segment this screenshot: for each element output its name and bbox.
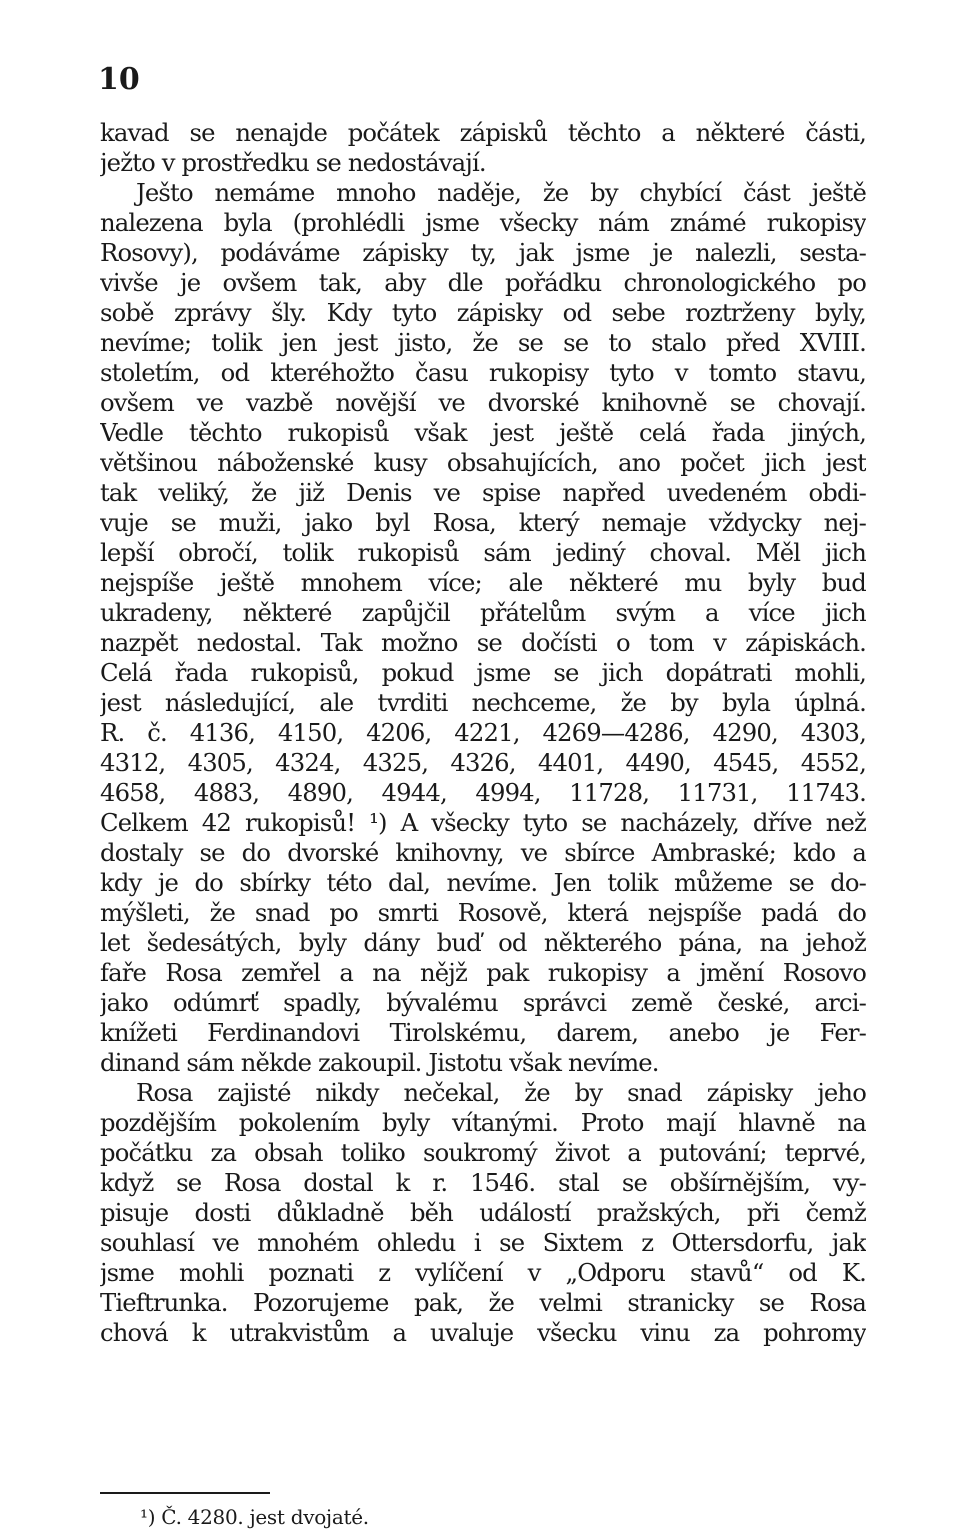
text-line: nalezena byla (prohlédli jsme všecky nám známé rukopisy — [100, 208, 866, 237]
text-line: ovšem ve vazbě novější ve dvorské knihovně se chovají. — [100, 388, 866, 417]
text-line: Ješto nemáme mnoho naděje, že by chybící část ještě — [136, 178, 866, 207]
text-line: dinand sám někde zakoupil. Jistotu však nevíme. — [100, 1048, 659, 1077]
text-line: když se Rosa dostal k r. 1546. stal se obšírnějším, vy- — [100, 1168, 866, 1197]
footnote-divider — [100, 1492, 270, 1494]
footnote: ¹) Č. 4280. jest dvojaté. — [140, 1505, 369, 1529]
text-line: vivše je ovšem tak, aby dle pořádku chronologického po — [100, 268, 866, 297]
text-line: knížeti Ferdinandovi Tirolskému, darem, anebo je Fer- — [100, 1018, 866, 1047]
text-line: lepší obročí, tolik rukopisů sám jediný choval. Měl jich — [100, 538, 866, 567]
text-line: souhlasí ve mnohém ohledu i se Sixtem z Ottersdorfu, jak — [100, 1228, 866, 1257]
text-line: pisuje dosti důkladně běh událostí pražských, při čemž — [100, 1198, 866, 1227]
text-line: vuje se muži, jako byl Rosa, který nemaje vždycky nej- — [100, 508, 866, 537]
text-line: jako odúmrť spadly, bývalému správci země české, arci- — [100, 988, 866, 1017]
text-line: Celá řada rukopisů, pokud jsme se jich dopátrati mohli, — [100, 658, 866, 687]
text-line: mýšleti, že snad po smrti Rosově, která nejspíše padá do — [100, 898, 866, 927]
text-line: faře Rosa zemřel a na nějž pak rukopisy a jmění Rosovo — [100, 958, 866, 987]
text-line: Rosovy), podáváme zápisky ty, jak jsme je nalezli, sesta- — [100, 238, 866, 267]
text-line: R. č. 4136, 4150, 4206, 4221, 4269—4286, 4290, 4303, — [100, 718, 866, 747]
text-line: Rosa zajisté nikdy nečekal, že by snad zápisky jeho — [136, 1078, 866, 1107]
text-line: většinou náboženské kusy obsahujících, ano počet jich jest — [100, 448, 866, 477]
text-line: 4658, 4883, 4890, 4944, 4994, 11728, 11731, 11743. — [100, 778, 866, 807]
text-line: kavad se nenajde počátek zápisků těchto a některé části, — [100, 118, 866, 147]
text-line: jsme mohli poznati z vylíčení v „Odporu stavů“ od K. — [100, 1258, 866, 1287]
text-line: počátku za obsah toliko soukromý život a putování; teprvé, — [100, 1138, 866, 1167]
text-line: dostaly se do dvorské knihovny, ve sbírce Ambraské; kdo a — [100, 838, 866, 867]
text-line: stoletím, od kteréhožto času rukopisy tyto v tomto stavu, — [100, 358, 866, 387]
text-line: pozdějším pokolením byly vítanými. Proto mají hlavně na — [100, 1108, 866, 1137]
text-line: 4312, 4305, 4324, 4325, 4326, 4401, 4490, 4545, 4552, — [100, 748, 866, 777]
text-line: Tieftrunka. Pozorujeme pak, že velmi stranicky se Rosa — [100, 1288, 866, 1317]
page-number: 10 — [98, 62, 140, 97]
text-line: nevíme; tolik jen jest jisto, že se se to stalo před XVIII. — [100, 328, 866, 357]
text-line: sobě zprávy šly. Kdy tyto zápisky od sebe roztrženy byly, — [100, 298, 866, 327]
text-line: nazpět nedostal. Tak možno se dočísti o tom v zápiskách. — [100, 628, 866, 657]
text-line: ukradeny, některé zapůjčil přátelům svým a více jich — [100, 598, 866, 627]
text-line: jest následující, ale tvrditi nechceme, že by byla úplná. — [100, 688, 866, 717]
text-line: kdy je do sbírky této dal, nevíme. Jen tolik můžeme se do- — [100, 868, 866, 897]
text-line: nejspíše ještě mnohem více; ale některé mu byly buď — [100, 568, 866, 597]
text-line: tak veliký, že již Denis ve spise napřed uvedeném obdi- — [100, 478, 866, 507]
body-text — [100, 118, 866, 1348]
text-line: chová k utrakvistům a uvaluje všecku vinu za pohromy — [100, 1318, 866, 1347]
text-line: Vedle těchto rukopisů však jest ještě celá řada jiných, — [100, 418, 866, 447]
text-line: let šedesátých, byly dány buď od některého pána, na jehož — [100, 928, 866, 957]
text-line: Celkem 42 rukopisů! ¹) A všecky tyto se nacházely, dříve než — [100, 808, 866, 837]
text-line: ježto v prostředku se nedostávají. — [100, 148, 486, 177]
